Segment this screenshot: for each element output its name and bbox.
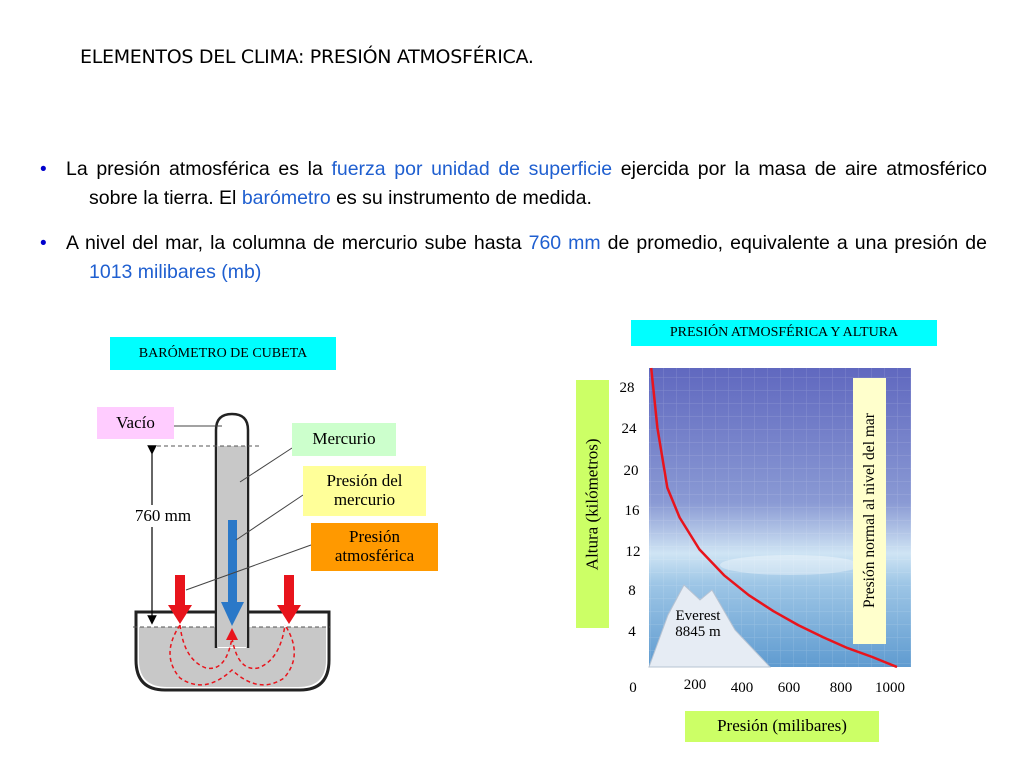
- barometer-title: BARÓMETRO DE CUBETA: [110, 337, 336, 370]
- x-tick-label: 600: [777, 679, 801, 696]
- page-title: ELEMENTOS DEL CLIMA: PRESIÓN ATMOSFÉRICA.: [80, 46, 534, 68]
- label-mercury: Mercurio: [292, 423, 396, 456]
- label-vacuum: Vacío: [97, 407, 174, 439]
- y-tick-label: 8: [628, 582, 636, 599]
- sea-level-pressure-band: [853, 378, 886, 644]
- bullet-icon: •: [40, 159, 47, 180]
- x-tick-label: 400: [730, 679, 754, 696]
- bullet-text: A nivel del mar, la columna de mercurio sube hasta 760 mm de promedio, equivalente a una presión de 1013 milibares (mb): [66, 232, 987, 283]
- bullet-icon: •: [40, 233, 47, 254]
- everest-height: 8845 m: [675, 624, 721, 640]
- label-mercury-pressure: Presión del mercurio: [303, 466, 426, 516]
- x-tick-label: 0: [629, 679, 637, 696]
- y-tick-label: 20: [623, 462, 639, 479]
- x-tick-label: 1000: [875, 679, 905, 696]
- everest-label: [665, 604, 731, 644]
- y-tick-label: 4: [628, 623, 636, 640]
- chart-title: PRESIÓN ATMOSFÉRICA Y ALTURA: [631, 320, 937, 346]
- cloud-haze: [720, 555, 860, 575]
- x-axis-label: Presión (milibares): [685, 711, 879, 742]
- x-tick-label: 800: [829, 679, 853, 696]
- y-axis-label: Altura (kilómetros): [582, 438, 602, 570]
- label-column-height: 760 mm: [120, 505, 206, 527]
- bullet-text: La presión atmosférica es la fuerza por unidad de superficie ejercida por la masa de aire atmosférico sobre la tierra. El barómetro es su instrumento de medida.: [66, 158, 988, 209]
- y-tick-label: 24: [621, 420, 637, 437]
- label-atmospheric-pressure: Presión atmosférica: [311, 523, 438, 571]
- sea-level-pressure-label: Presión normal al nivel del mar: [860, 413, 878, 609]
- x-tick-label: 200: [683, 676, 707, 693]
- everest-name: Everest: [675, 607, 721, 624]
- y-axis-label-box: [576, 380, 609, 628]
- y-tick-label: 28: [619, 379, 635, 396]
- y-tick-label: 12: [625, 543, 641, 560]
- y-tick-label: 16: [624, 502, 640, 519]
